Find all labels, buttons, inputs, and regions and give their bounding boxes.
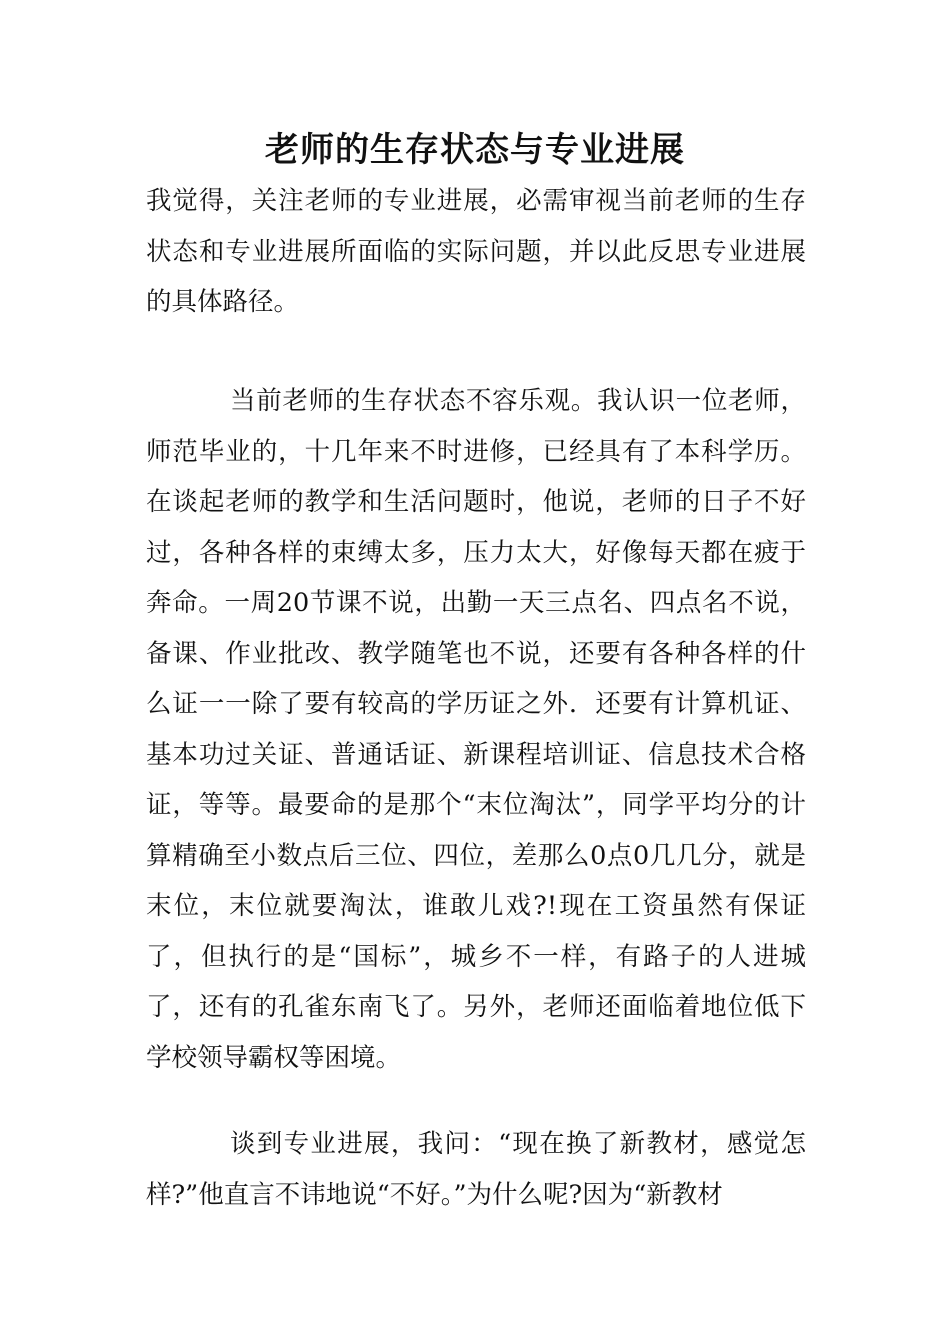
paragraph-intro: 我觉得，关注老师的专业进展，必需审视当前老师的生存状态和专业进展所面临的实际问题，并以此反思专业进展的具体路径。	[146, 186, 806, 317]
paragraph-living-conditions: 当前老师的生存状态不容乐观。我认识一位老师，师范毕业的，十几年来不时进修，已经具有了本科学历。在谈起老师的教学和生活问题时，他说，老师的日子不好过，各种各样的束缚太多，压力太大，好像每天都在疲于奔命。一周20节课不说，出勤一天三点名、四点名不说，备课、作业批改、教学随笔也不说，还要有各种各样的什么证一一除了要有较高的学历证之外．还要有计算机证、基本功过关证、普通话证、新课程培训证、信息技术合格证，等等。最要命的是那个“末位淘汰”，同学平均分的计算精确至小数点后三位、四位，差那么0点0几几分，就是末位，末位就要淘汰，谁敢儿戏?!现在工资虽然有保证了，但执行的是“国标”，城乡不一样，有路子的人进城了，还有的孔雀东南飞了。另外，老师还面临着地位低下学校领导霸权等困境。	[146, 386, 806, 1073]
document-title: 老师的生存状态与专业进展	[265, 130, 685, 170]
paragraph-professional-development: 谈到专业进展，我问：“现在换了新教材，感觉怎样?”他直言不讳地说“不好。”为什么呢?因为“新教材	[146, 1129, 806, 1210]
